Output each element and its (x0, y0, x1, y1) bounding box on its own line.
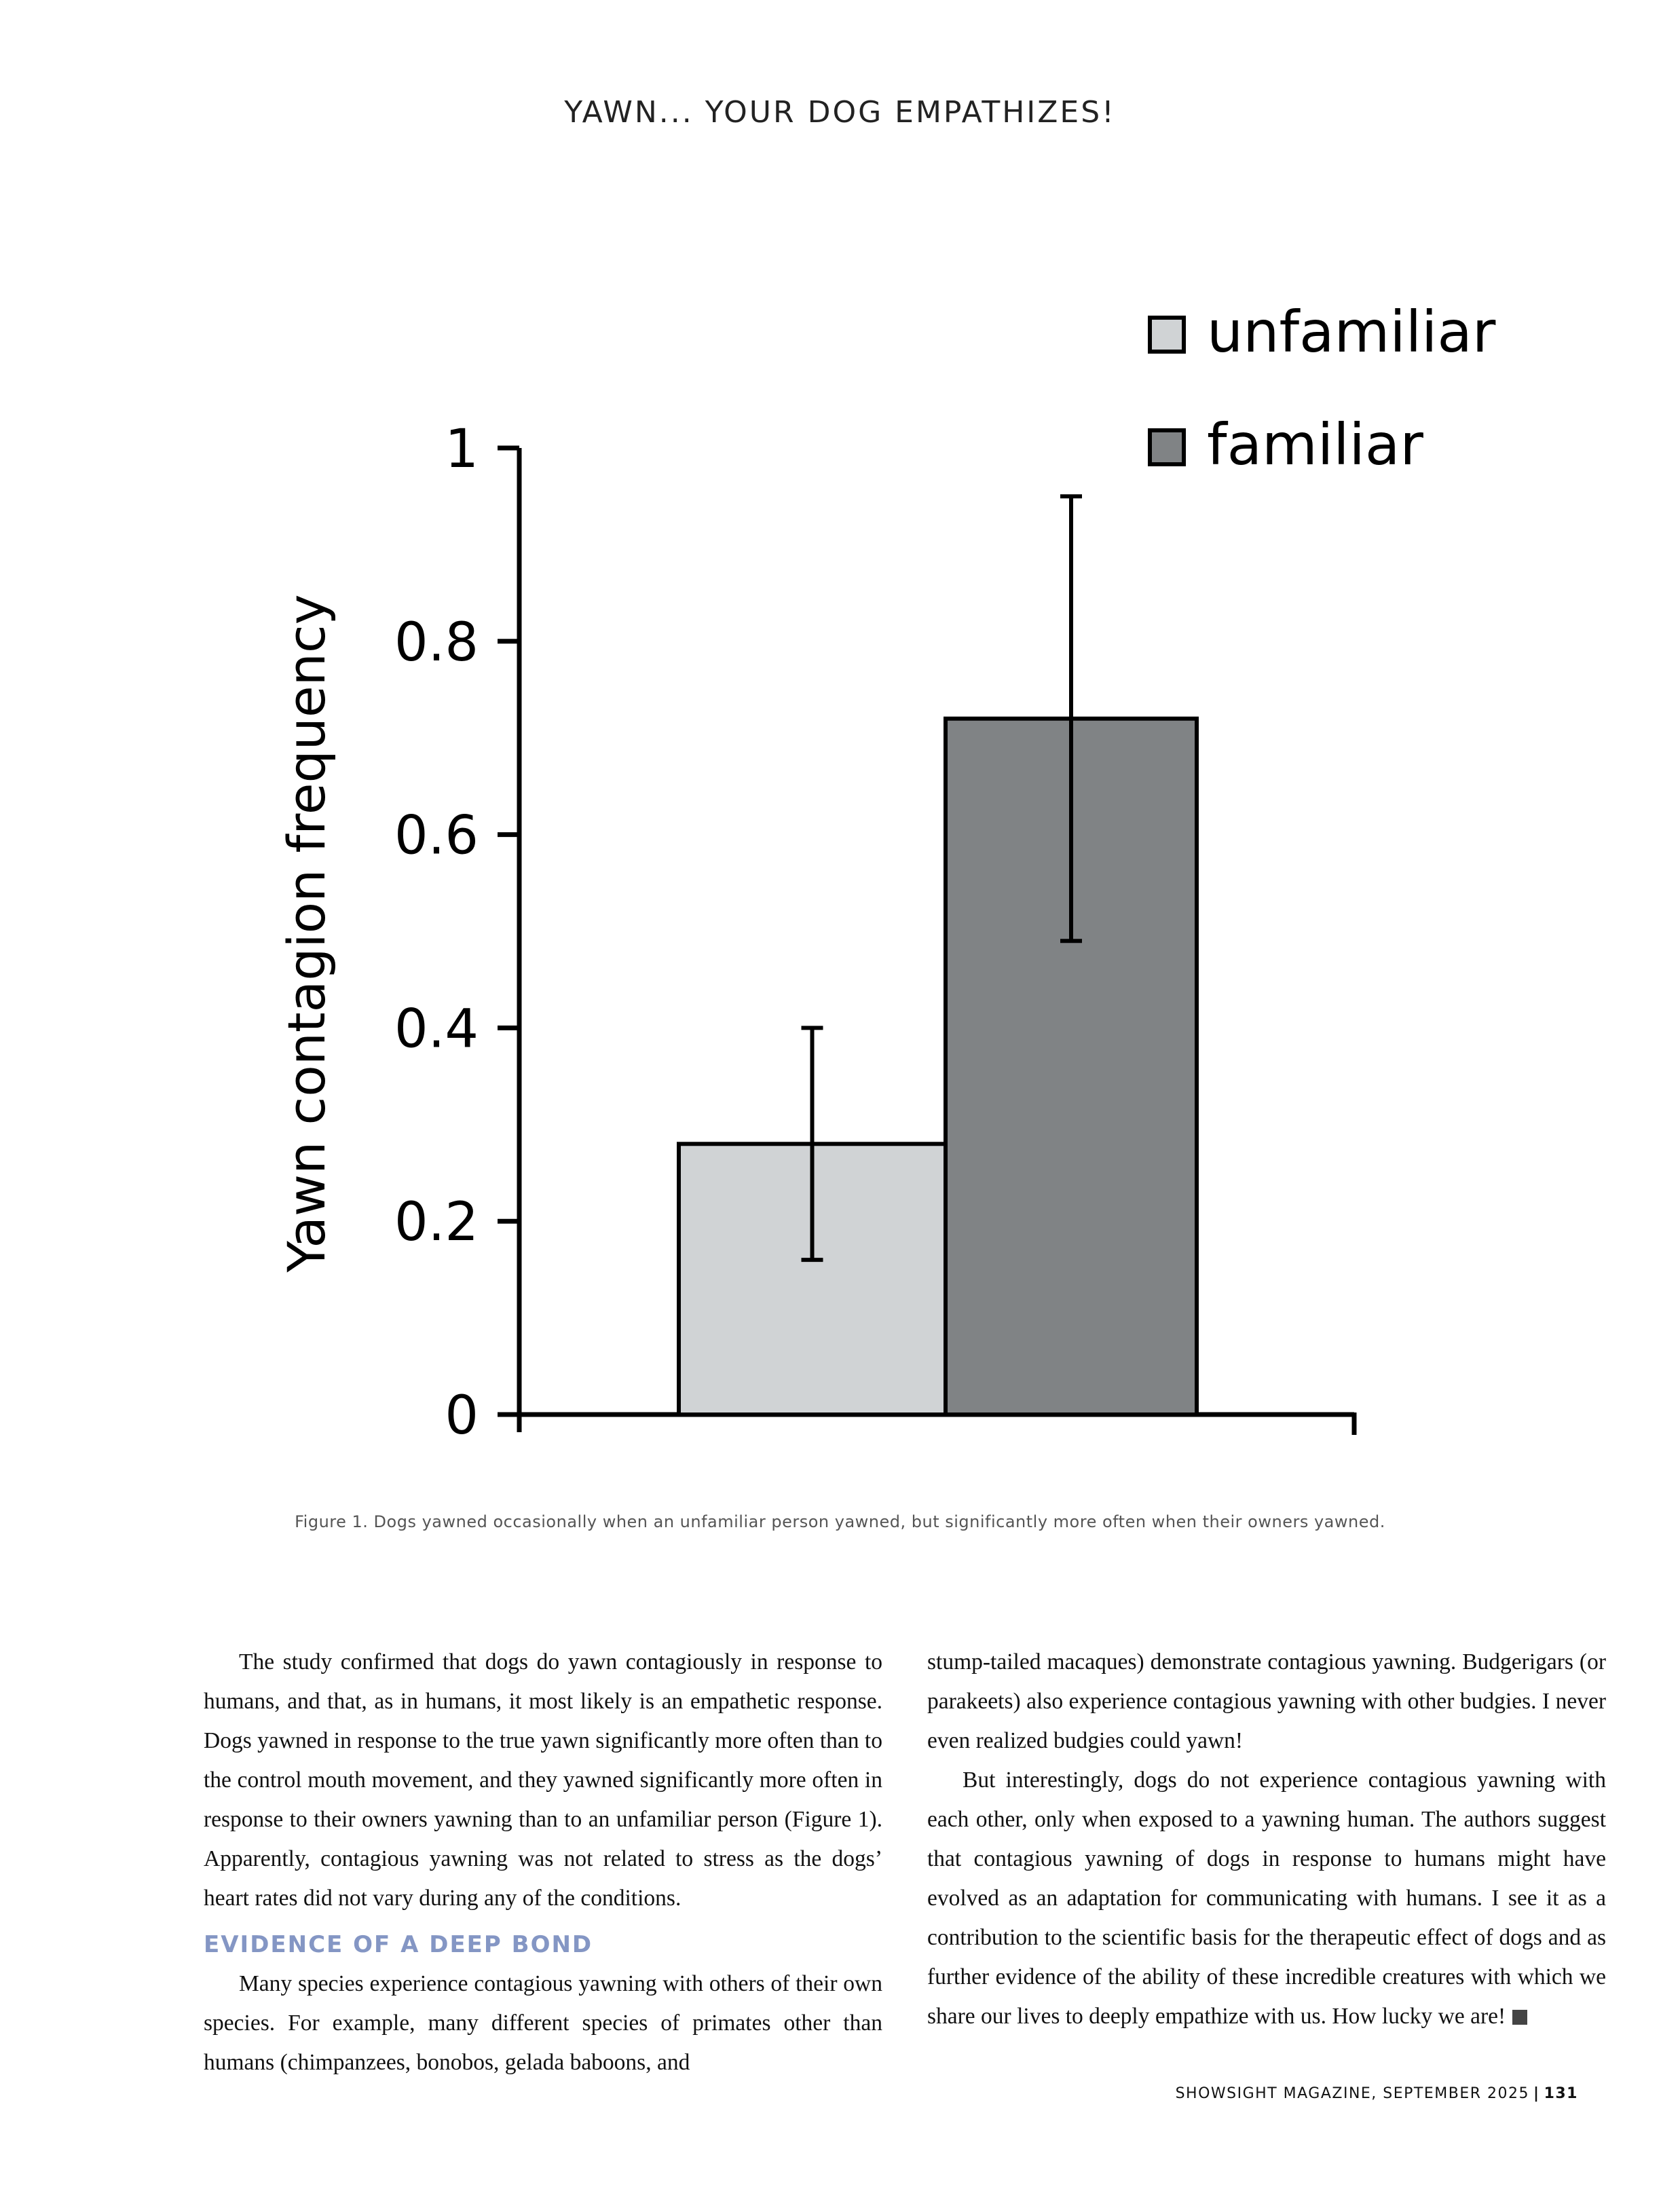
right-column (927, 1643, 1606, 2036)
paragraph: Many species experience contagious yawning with others of their own species. For example, many different species of primates other than humans (chimpanzees, bonobos, gelada baboons, and (204, 1971, 882, 2075)
chart-legend (1150, 299, 1496, 478)
y-axis-ticks (394, 419, 519, 1446)
paragraph (927, 1761, 1606, 2036)
y-tick-label: 0 (445, 1385, 479, 1446)
section-heading: EVIDENCE OF A DEEP BOND (204, 1931, 593, 1958)
end-mark-icon (1512, 2010, 1527, 2025)
paragraph: stump-tailed macaques) demonstrate contagious yawning. Budgerigars (or parakeets) also experience contagious yawning with other budgies. I never even realized budgies could yawn! (927, 1649, 1606, 1753)
y-tick-label: 1 (445, 419, 479, 480)
legend-swatch-unfamiliar (1150, 318, 1184, 352)
paragraph: The study confirmed that dogs do yawn contagiously in response to humans, and that, as in humans, it most likely is an empathetic response. Dogs yawned in response to the true yawn significantly more often than to the control mouth movement, and they yawned significantly more often in response to their owners yawning than to an unfamiliar person (Figure 1). Apparently, contagious yawning was not related to stress as the dogs’ heart rates did not vary during any of the conditions. (204, 1649, 882, 1911)
legend-swatch-familiar (1150, 430, 1184, 464)
paragraph-text: But interestingly, dogs do not experience contagious yawning with each other, only when exposed to a yawning human. The authors suggest that contagious yawning of dogs in response to humans might have evolved as an adaptation for communicating with humans. I see it as a contribution to the scientific basis for the therapeutic effect of dogs and as further evidence of the ability of these incredible creatures with which we share our lives to deeply empathize with us. How lucky we are! (927, 1767, 1606, 2029)
y-tick-label: 0.6 (394, 805, 479, 867)
y-tick-label: 0.8 (394, 612, 479, 673)
legend-label-unfamiliar: unfamiliar (1207, 299, 1496, 365)
figure-caption: Figure 1. Dogs yawned occasionally when an unfamiliar person yawned, but significantly more often when their owners yawned. (295, 1512, 1385, 1531)
page-number: 131 (1544, 2085, 1578, 2102)
y-axis-label: Yawn contagion frequency (276, 594, 337, 1273)
left-column (204, 1643, 882, 2082)
page-footer (1176, 2085, 1578, 2102)
y-tick-label: 0.2 (394, 1192, 479, 1254)
footer-separator: | (1533, 2085, 1540, 2102)
chart-bars (679, 719, 1197, 1415)
bar-chart (0, 285, 1680, 1480)
page-header-title: YAWN... YOUR DOG EMPATHIZES! (564, 95, 1116, 130)
footer-publication: SHOWSIGHT MAGAZINE, SEPTEMBER 2025 (1175, 2085, 1530, 2102)
y-tick-label: 0.4 (394, 998, 479, 1060)
legend-label-familiar: familiar (1207, 411, 1423, 478)
